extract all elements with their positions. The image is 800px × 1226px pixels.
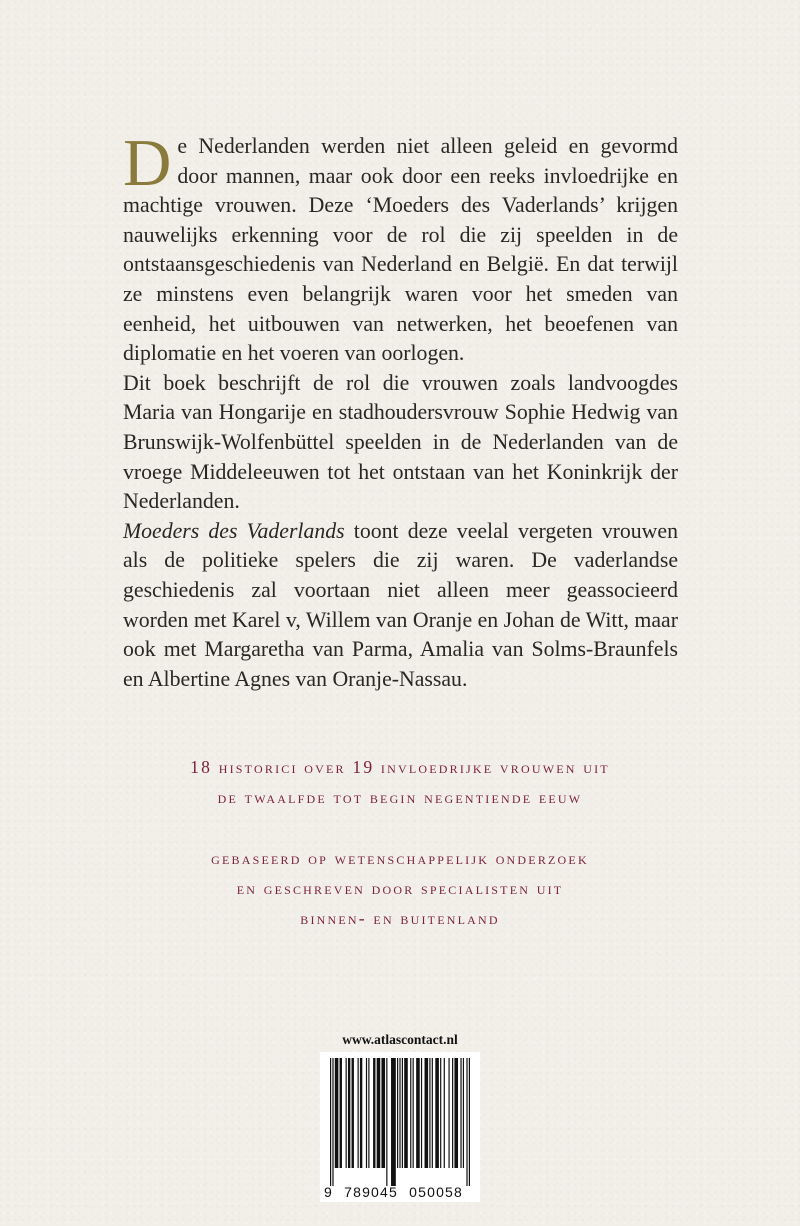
tagline-2-line-3: binnen- en buitenland	[300, 908, 500, 928]
tagline-research	[100, 843, 700, 933]
blurb-text	[123, 126, 678, 694]
barcode-bar	[469, 1058, 470, 1186]
blurb-paragraph-3	[123, 517, 678, 695]
barcode-bar	[346, 1058, 347, 1168]
barcode-bar	[444, 1058, 445, 1168]
barcode-bar	[332, 1058, 333, 1186]
blurb-paragraph-1	[123, 126, 678, 369]
barcode-bar	[404, 1058, 408, 1168]
tagline-historici	[100, 752, 700, 812]
barcode-bar	[348, 1058, 350, 1168]
barcode-bar	[335, 1058, 339, 1168]
barcode-bar	[352, 1058, 354, 1168]
barcode-bar	[454, 1058, 458, 1168]
barcode-bar	[391, 1058, 396, 1186]
barcode-bar	[381, 1058, 385, 1168]
blurb-paragraph-3-text: toont deze veelal vergeten vrouwen als de politieke spelers die zij waren. De vaderlandse geschiedenis zal voortaan niet alleen meer geassocieerd worden met Karel v, Willem van Oranje en Johan de Witt, maar ook met Margaretha van Parma, Amalia van Solms-Braunfels en Albertine Agnes van Oranje-Nassau.	[123, 518, 678, 691]
publisher-url: www.atlascontact.nl	[342, 1032, 458, 1047]
barcode-bar	[429, 1058, 430, 1168]
barcode-bar	[330, 1058, 331, 1186]
isbn-first-digit: 9	[324, 1184, 333, 1200]
barcode-bar	[386, 1058, 387, 1186]
barcode-bar	[416, 1058, 420, 1168]
barcode-bar	[410, 1058, 411, 1168]
tagline-1-line-2: de twaalfde tot begin negentiende eeuw	[217, 787, 583, 807]
barcode-graphic	[330, 1058, 470, 1186]
barcode-bar	[421, 1058, 422, 1168]
barcode-bar	[452, 1058, 453, 1168]
barcode-bar	[425, 1058, 429, 1168]
barcode-bar	[413, 1058, 414, 1168]
barcode-bar	[460, 1058, 461, 1168]
tagline-1-line-1: 18 historici over 19 invloedrijke vrouwen uit	[190, 757, 610, 777]
isbn-group-1: 789045	[344, 1184, 399, 1200]
blurb-paragraph-2: Dit boek beschrijft de rol die vrouwen zoals landvoogdes Maria van Hongarije en stadhoudersvrouw Sophie Hedwig van Brunswijk-Wolfenbüttel speelden in de Nederlanden van de vroege Middeleeuwen tot het ontstaan van het Koninkrijk der Nederlanden.	[123, 370, 678, 514]
barcode-bar	[397, 1058, 398, 1168]
barcode-bar	[463, 1058, 464, 1168]
barcode-bar	[377, 1058, 381, 1168]
barcode-bar	[432, 1058, 433, 1168]
barcode-bar	[340, 1058, 342, 1168]
isbn-group-2: 050058	[409, 1184, 464, 1200]
barcode-bar	[435, 1058, 439, 1168]
barcode-block	[320, 1032, 480, 1202]
barcode-bar	[399, 1058, 400, 1168]
barcode-bar	[440, 1058, 441, 1168]
barcode-bar	[358, 1058, 359, 1168]
drop-cap: D	[123, 126, 172, 200]
barcode-bar	[368, 1058, 369, 1168]
book-title-italic: Moeders des Vaderlands	[123, 518, 345, 543]
isbn-number	[324, 1184, 480, 1200]
barcode-bar	[402, 1058, 403, 1168]
blurb-paragraph-1-text: e Nederlanden werden niet alleen geleid en gevormd door mannen, maar ook door een reeks invloedrijke en machtige vrouwen. Deze ‘Moeders des Vaderlands’ krijgen nauwelijks erkenning voor de rol die zij speelden in de ontstaansgeschiedenis van Nederland en België. En dat terwijl ze minstens even belangrijk waren voor het smeden van eenheid, het uitbouwen van netwerken, het beoefenen van diplomatie en het voeren van oorlogen.	[123, 134, 678, 366]
barcode-bar	[373, 1058, 375, 1168]
barcode-bar	[360, 1058, 362, 1168]
tagline-2-line-1: gebaseerd op wetenschappelijk onderzoek	[211, 848, 589, 868]
barcode-bar	[466, 1058, 467, 1186]
barcode-bar	[366, 1058, 367, 1168]
barcode-bar	[448, 1058, 449, 1168]
tagline-2-line-2: en geschreven door specialisten uit	[236, 878, 564, 898]
